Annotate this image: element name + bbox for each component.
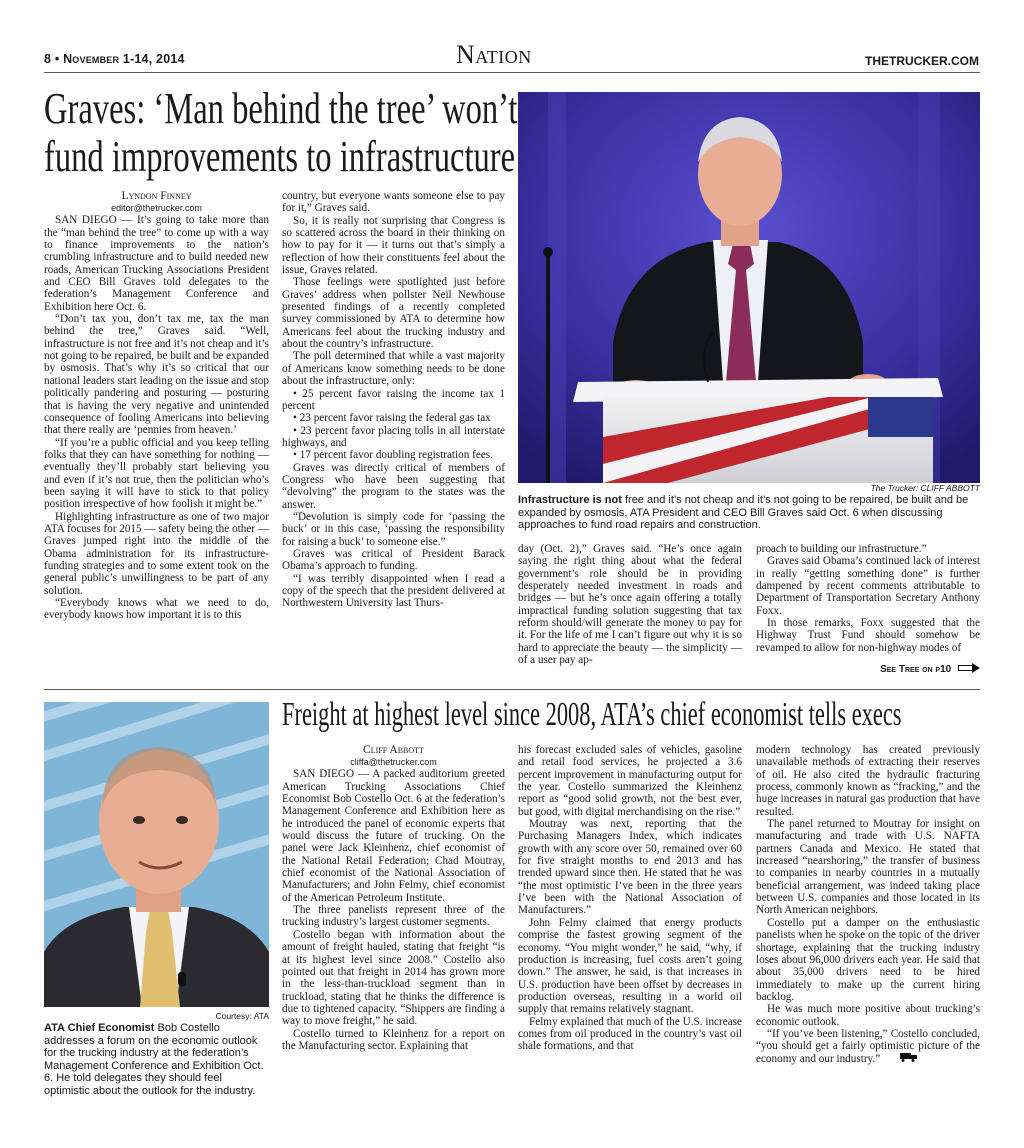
paragraph: In those remarks, Foxx suggested that the Highway Trust Fund should somehow be revamped to allow for non-highway modes of [756,617,980,654]
closing-paragraph-text: “If you’ve been listening,” Costello concluded, “you should get a fairly optimistic picture of the economy and our industry.” [756,1027,980,1065]
paragraph: The three panelists represent three of the trucking industry’s largest customer segments. [282,904,505,929]
truck-end-icon [889,1053,918,1065]
story2-column-2 [518,744,742,1104]
paragraph: his forecast excluded sales of vehicles, gasoline and retail food services, he projected a 3.6 percent improvement in manufacturing output for the year. Costello summarized the Kleinhenz report as “good solid growth, not the best ever, but good, with digital merchandising on the rise.” [518,744,742,818]
paragraph: “Devolution is simply code for ‘passing the buck’ or in this case, ‘passing the responsibility for raising a buck’ to someone else.” [282,510,505,548]
paragraph: “If you’re a public official and you keep telling folks that they can have something for nothing — eventually they’ll probably start believing you and even if it’s not true, then the politician who’s been saying it will have to stick to that policy position irrespective of how foolish it might be.” [44,436,269,511]
story2-author: Cliff Abbott [363,744,424,756]
caption-text: Bob Costello addresses a forum on the economic outlook for the trucking industry at the federation’s Management Conference and Exhibition Oct. 6. He told delegates they should feel optimistic about the outlook for the industry. [44,1022,264,1097]
paragraph: country, but everyone wants someone else to pay for it,” Graves said. [282,190,505,215]
story2-column-3 [756,744,980,1104]
paragraph: day (Oct. 2),” Graves said. “He’s once again saying the right thing about what the federal government’s role should be in providing desperately needed investment in roads and bridges — but he’s once again offering a totally impractical funding solution suggesting that tax reform should/will generate the money to pay for it. For the life of me I can’t figure out why it is so hard to appreciate the beauty — the simplicity — of a user pay ap- [518,543,742,667]
paragraph: So, it is really not surprising that Congress is so scattered across the board in their thinking on how to pay for it — it turns out that’s simply a reflection of how their constituents feel about the issue, Graves related. [282,214,505,277]
paragraph: Graves said Obama’s continued lack of interest in really “getting something done” is further dampened by recent comments attributable to Department of Transportation Secretary Anthony Foxx. [756,555,980,617]
photo-credit-text: Courtesy: ATA [215,1011,269,1021]
paragraph: Those feelings were spotlighted just before Graves’ address when pollster Neil Newhouse presented findings of a recently completed survey commissioned by ATA to determine how Americans feel about the trucking industry and about the country’s infrastructure. [282,276,505,351]
story2-photo-credit [44,1011,269,1021]
bullet-item: • 23 percent favor placing tolls in all interstate highways, and [282,424,505,449]
story1-column-4 [756,543,980,663]
caption-lead: Infrastructure is not [518,494,622,506]
paragraph: Costello began with information about the amount of freight hauled, stating that freight “is at its highest level since 2008.” Costello also pointed out that freight in 2014 has grown more in the less-than-truckload segment than in truckload, stating that he thinks the difference is due to tightened capacity. “Shippers are finding a way to move freight,” he said. [282,928,505,1028]
paragraph: Costello turned to Kleinhenz for a report on the Manufacturing sector. Explaining that [282,1027,505,1052]
section-title: Nation [456,40,532,69]
paragraph: “Don’t tax you, don’t tax me, tax the man behind the tree,” Graves said. “Well, infrastructure is not free and it’s not cheap and it’s not going to be repaired, be built and be expanded by osmosis. That’s why it’s so critical that our national leaders start leading on the issue and stop politically pandering and posturing — posturing that is having the very negative and unintended consequence of fooling Americans into believing that there really are ‘pennies from heaven.’ [44,313,269,437]
story1-column-2 [282,190,505,678]
caption-lead: ATA Chief Economist [44,1022,155,1034]
story2-caption [44,1022,269,1098]
photo-credit-text: The Trucker: CLIFF ABBOTT [870,483,980,493]
story1-caption [518,494,980,532]
story1-headline-line1: Graves: ‘Man behind the tree’ won’t [44,84,518,133]
paragraph: proach to building our infrastructure.” [756,543,927,555]
story1-jump-link[interactable] [830,663,980,676]
paragraph: The poll determined that while a vast majority of Americans know something needs to be done about the infrastructure, only: [282,350,505,388]
story1-photo-credit [760,483,980,493]
story2-headline: Freight at highest level since 2008, ATA’s chief economist tells execs [282,696,902,733]
bullet-item: • 25 percent favor raising the income tax 1 percent [282,387,505,412]
paragraph: “Everybody knows what we need to do, everybody knows how important it is to this [44,597,269,622]
story2-photo [44,702,269,1007]
story1-column-1 [44,190,269,678]
paragraph: Graves was directly critical of members of Congress who have been suggesting that “devolving” the program to the states was the answer. [282,461,505,511]
bullet-item: • 23 percent favor raising the federal gas tax [293,412,491,425]
story2-column-1 [282,744,505,1104]
story1-author: Lyndon Finney [121,190,192,202]
story2-author-email[interactable]: cliffa@thetrucker.com [350,757,437,768]
page-info: 8 • November 1-14, 2014 [44,52,185,66]
paragraph: modern technology has created previously unavailable methods of extracting their reserves of oil. He also cited the hydraulic fracturing process, commonly known as “fracking,” and the huge increases in natural gas production that have resulted. [756,744,980,818]
jump-text: See Tree on p10 [880,664,952,676]
story-divider [44,689,980,690]
paragraph: John Felmy claimed that energy products comprise the fastest growing segment of the economy. “You might wonder,” he said, “why, if production is increasing, fuel costs aren’t going down.” The answer, he said, is that increases in U.S. production have been offset by decreases in production overseas, resulting in a world oil supply that remains relatively stagnant. [518,916,742,1016]
paragraph: Felmy explained that much of the U.S. increase comes from oil produced in the country’s vast oil shale formations, and that [518,1015,742,1053]
caption-text: free and it’s not cheap and it’s not going to be repaired, be built and be expanded by osmosis, ATA President and CEO Bill Graves said Oct. 6 when discussing approaches to fund road repairs and construction. [518,494,969,532]
paragraph [756,1028,980,1065]
paragraph: The panel returned to Moutray for insight on manufacturing and trade with U.S. NAFTA partners Canada and Mexico. He stated that increased “nearshoring,” the transfer of business to companies in nearby countries in a mutually beneficial arrangement, was indeed taking place between U.S. companies and those located in its North American neighbors. [756,818,980,917]
story1-author-email[interactable]: editor@thetrucker.com [111,203,202,214]
site-name: THETRUCKER.COM [865,54,979,68]
story1-photo [518,92,980,483]
paragraph: SAN DIEGO — A packed auditorium greeted American Trucking Associations Chief Economist Bob Costello Oct. 6 at the federation’s Management Conference and Exhibition here as he introduced the panel of economic experts that would discuss the future of trucking. On the panel were Jack Kleinhenz, chief economist of the National Retail Federation; Chad Moutray, chief economist of the National Association of Manufacturers; and John Felmy, chief economist of the American Petroleum Institute. [282,768,505,904]
paragraph: Highlighting infrastructure as one of two major ATA focuses for 2015 — safety being the other — Graves jumped right into the middle of the Obama administration for its infrastructure-funding strategies and to some extent took on the general public’s unwillingness to be part of any solution. [44,510,269,597]
header-rule [44,72,980,73]
story1-column-3 [518,543,742,676]
speaker-at-podium-image [518,92,980,483]
paragraph: Costello put a damper on the enthusiastic panelists when he spoke on the topic of the driver shortage, explaining that the trucking industry loses about 96,000 drivers each year. He said that about 35,000 drivers need to be hired immediately to make up the current hiring backlog. [756,916,980,1003]
paragraph: He was much more positive about trucking’s economic outlook. [756,1003,980,1028]
bullet-item: • 17 percent favor doubling registration fees. [293,449,493,462]
paragraph: Graves was critical of President Barack Obama’s approach to funding. [282,547,505,573]
paragraph: “I was terribly disappointed when I read a copy of the speech that the president delivered at Northwestern University last Thurs- [282,572,505,610]
arrow-right-icon [958,663,980,676]
paragraph: Moutray was next, reporting that the Purchasing Managers Index, which indicates growth with any score over 50, remained over 60 for five straight months to end 2013 and has trended upward since then. He stated that he was “the most optimistic I’ve been in the three years I’ve been with the National Association of Manufacturers.” [518,818,742,917]
paragraph: SAN DIEGO — It’s going to take more than the “man behind the tree” to come up with a way to finance improvements to the nation’s crumbling infrastructure and to build needed new roads, American Trucking Associations President and CEO Bill Graves told delegates to the federation’s Management Conference and Exhibition here Oct. 6. [44,214,269,313]
economist-portrait-image [44,702,269,1007]
story1-headline-line2: fund improvements to infrastructure [44,132,516,181]
